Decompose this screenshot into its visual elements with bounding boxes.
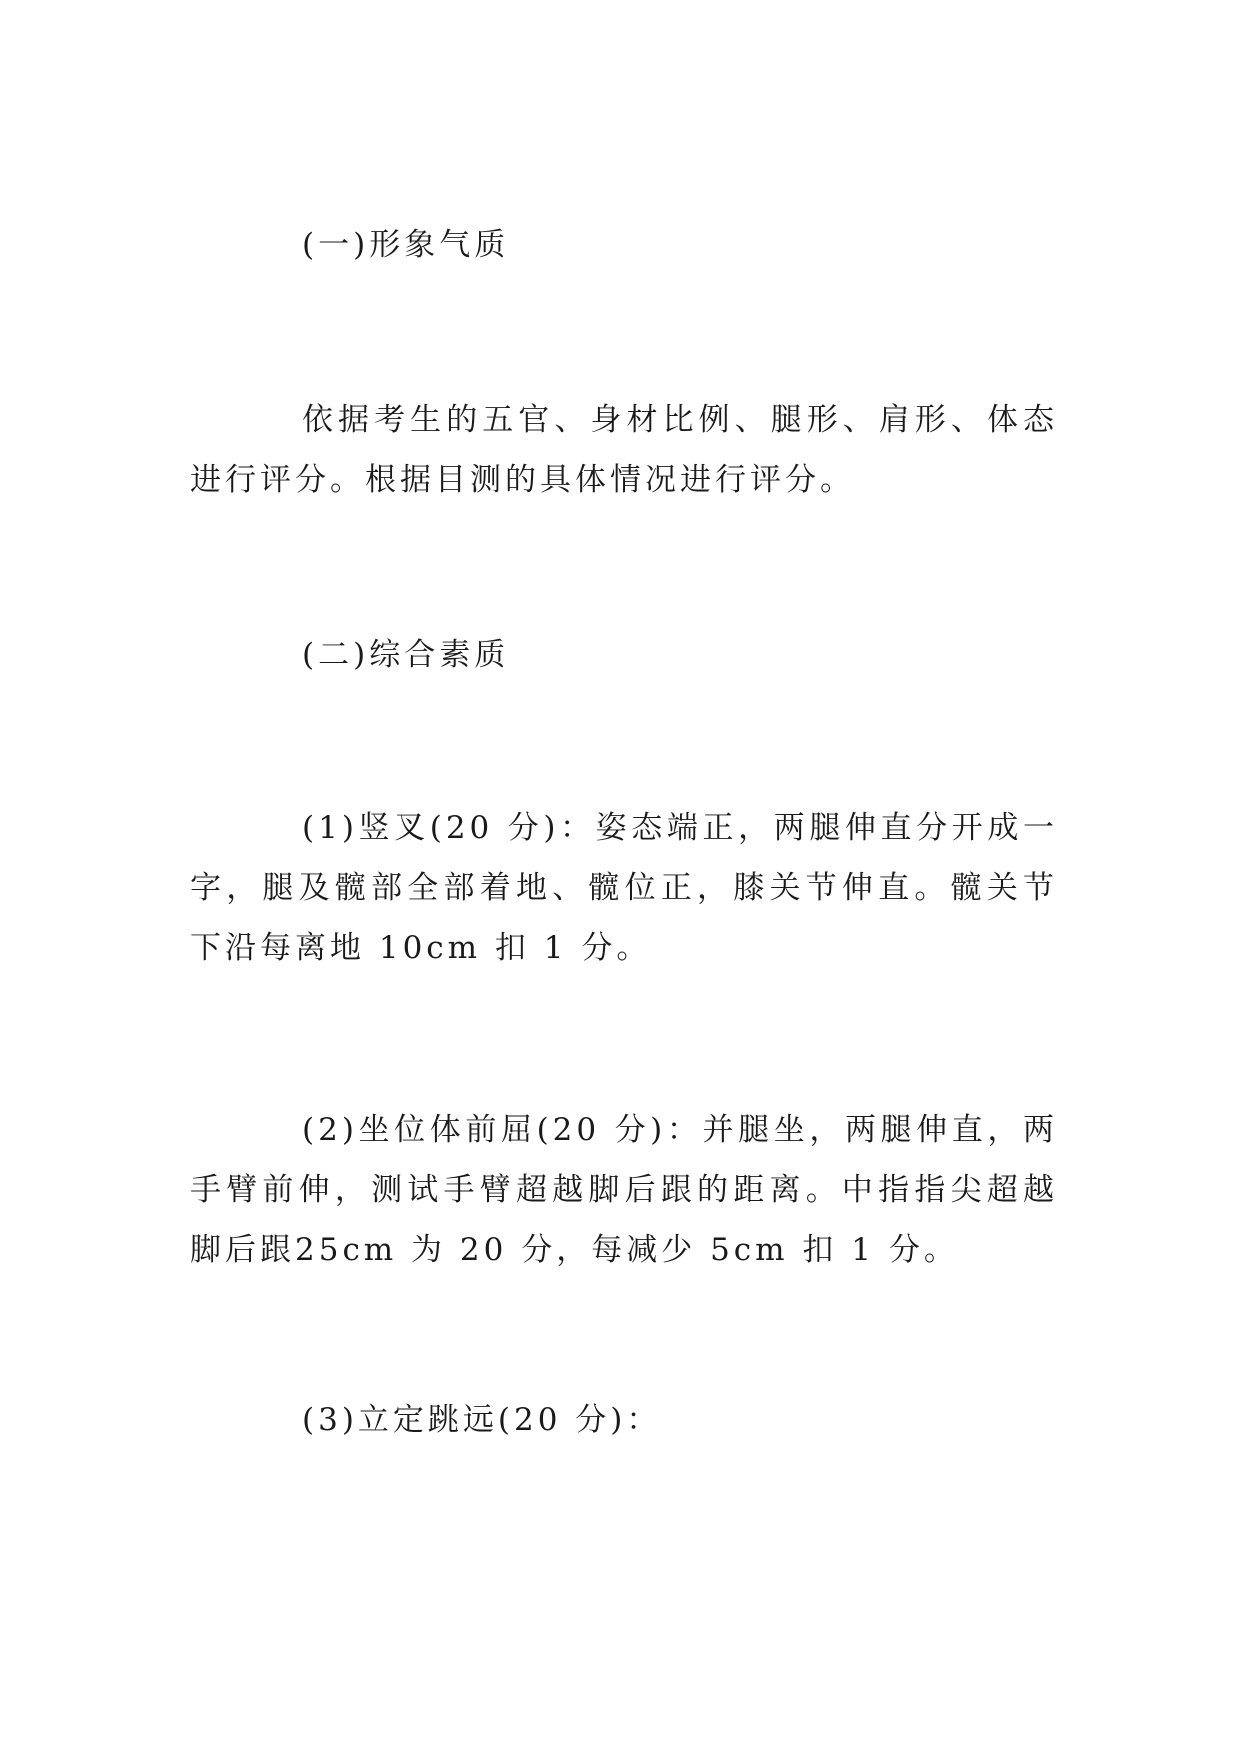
section-1-body: 依据考生的五官、身材比例、腿形、肩形、体态进行评分。根据目测的具体情况进行评分。: [190, 402, 1058, 498]
item-3-standing-long-jump: (3)立定跳远(20 分)：: [302, 1402, 662, 1438]
item-1-vertical-split: (1)竖叉(20 分)：姿态端正，两腿伸直分开成一字，腿及髋部全部着地、髋位正，膝关节伸直。髋关节下沿每离地 10cm 扣 1 分。: [190, 810, 1058, 966]
section-2-heading: (二)综合素质: [302, 637, 510, 673]
section-1-heading: (一)形象气质: [302, 227, 510, 263]
item-2-sit-and-reach: (2)坐位体前屈(20 分)：并腿坐，两腿伸直，两手臂前伸，测试手臂超越脚后跟的距离。中指指尖超越脚后跟25cm 为 20 分，每减少 5cm 扣 1 分。: [190, 1112, 1058, 1268]
